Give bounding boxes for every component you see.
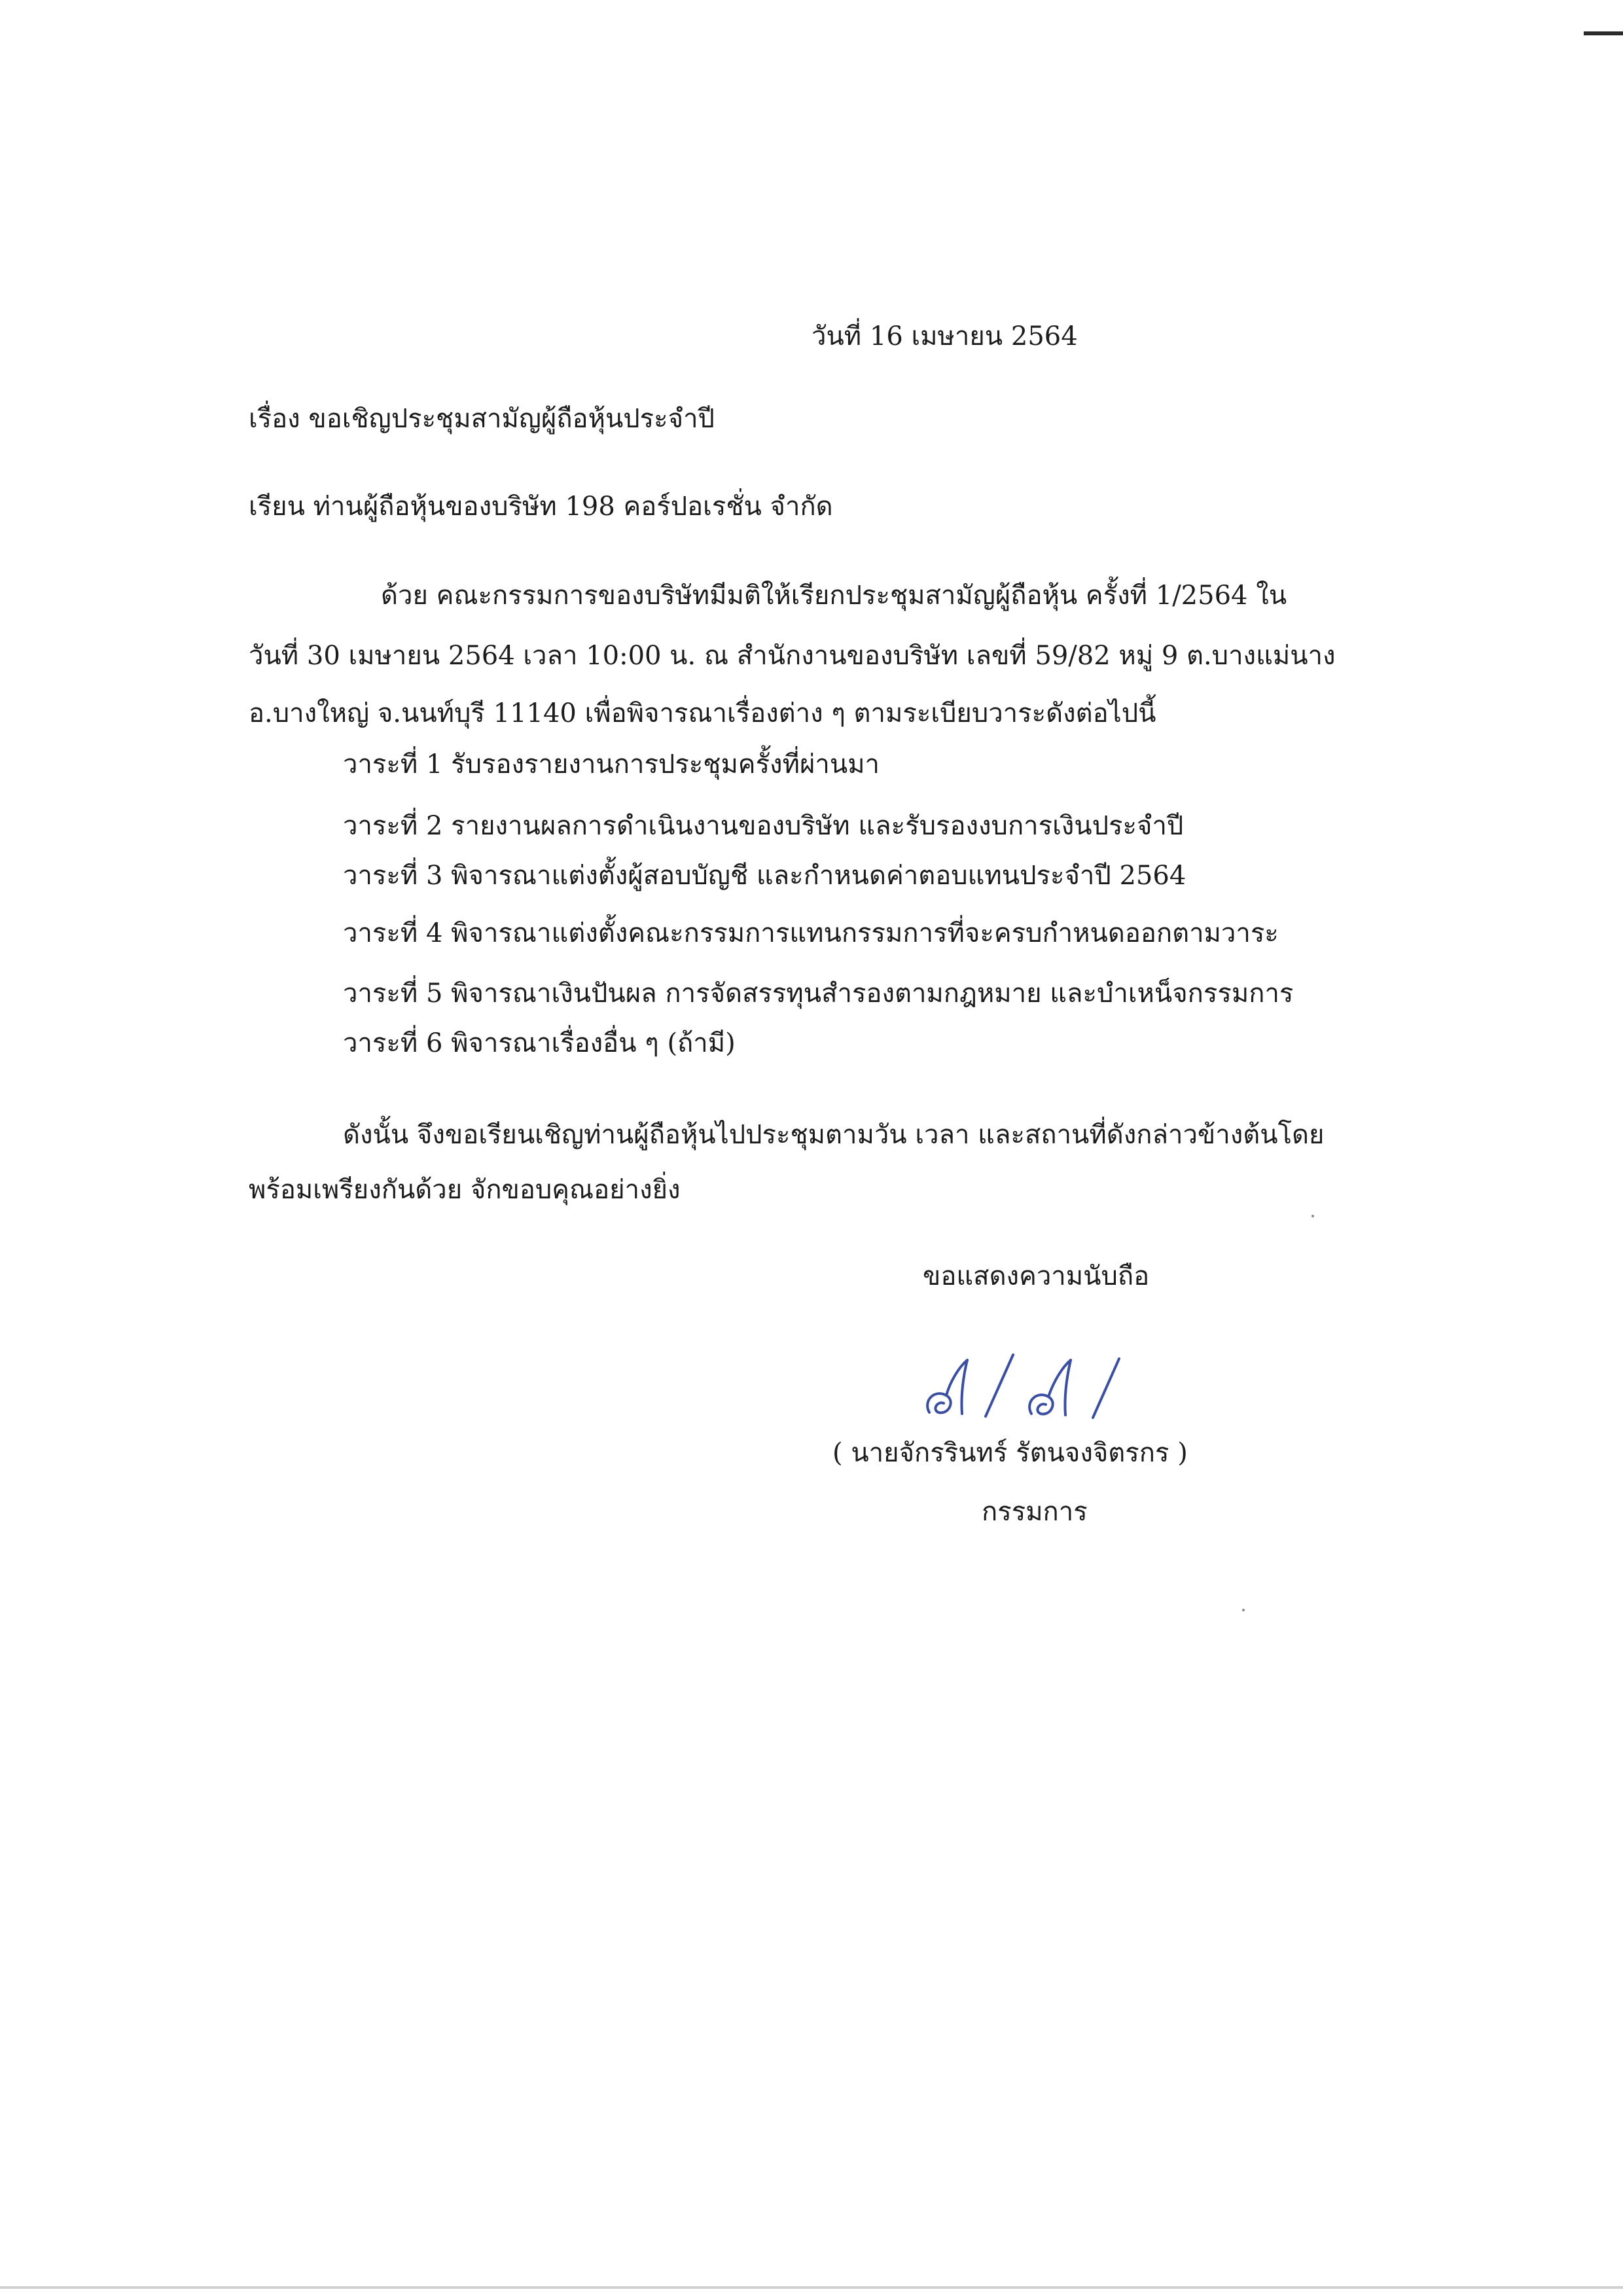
agenda-item: วาระที่ 5 พิจารณาเงินปันผล การจัดสรรทุนสำรองตามกฎหมาย และบำเหน็จกรรมการ xyxy=(343,978,1294,1009)
agenda-item: วาระที่ 3 พิจารณาแต่งตั้งผู้สอบบัญชี และกำหนดค่าตอบแทนประจำปี 2564 xyxy=(343,861,1186,891)
body-line: อ.บางใหญ่ จ.นนท์บุรี 11140 เพื่อพิจารณาเรื่องต่าง ๆ ตามระเบียบวาระดังต่อไปนี้ xyxy=(249,698,1156,728)
signatory-name: ( นายจักรรินทร์ รัตนจงจิตรกร ) xyxy=(832,1438,1188,1468)
closing-line: พร้อมเพรียงกันด้วย จักขอบคุณอย่างยิ่ง xyxy=(249,1175,681,1205)
agenda-item: วาระที่ 1 รับรองรายงานการประชุมครั้งที่ผ่านมา xyxy=(343,749,880,780)
scan-speck xyxy=(1242,1609,1245,1611)
letter-subject: เรื่อง ขอเชิญประชุมสามัญผู้ถือหุ้นประจำปี xyxy=(249,404,715,434)
agenda-item: วาระที่ 6 พิจารณาเรื่องอื่น ๆ (ถ้ามี) xyxy=(343,1028,736,1058)
body-line: ด้วย คณะกรรมการของบริษัทมีมติให้เรียกประชุมสามัญผู้ถือหุ้น ครั้งที่ 1/2564 ใน xyxy=(381,581,1287,611)
scan-speck xyxy=(1311,1215,1314,1217)
letter-salutation: เรียน ท่านผู้ถือหุ้นของบริษัท 198 คอร์ปอเรชั่น จำกัด xyxy=(249,492,833,522)
complimentary-close: ขอแสดงความนับถือ xyxy=(923,1261,1150,1291)
scan-edge-bottom xyxy=(0,2286,1623,2289)
scan-edge-top xyxy=(1584,31,1623,35)
letter-date: วันที่ 16 เมษายน 2564 xyxy=(812,321,1078,351)
signatory-title: กรรมการ xyxy=(982,1497,1088,1527)
body-line: วันที่ 30 เมษายน 2564 เวลา 10:00 น. ณ สำนักงานของบริษัท เลขที่ 59/82 หมู่ 9 ต.บางแม่นาง xyxy=(249,641,1336,671)
closing-line: ดังนั้น จึงขอเรียนเชิญท่านผู้ถือหุ้นไปประชุมตามวัน เวลา และสถานที่ดังกล่าวข้างต้นโดย xyxy=(343,1120,1325,1150)
agenda-item: วาระที่ 2 รายงานผลการดำเนินงานของบริษัท และรับรองงบการเงินประจำปี xyxy=(343,811,1184,841)
handwritten-signature xyxy=(903,1335,1139,1440)
agenda-item: วาระที่ 4 พิจารณาแต่งตั้งคณะกรรมการแทนกรรมการที่จะครบกำหนดออกตามวาระ xyxy=(343,918,1279,948)
